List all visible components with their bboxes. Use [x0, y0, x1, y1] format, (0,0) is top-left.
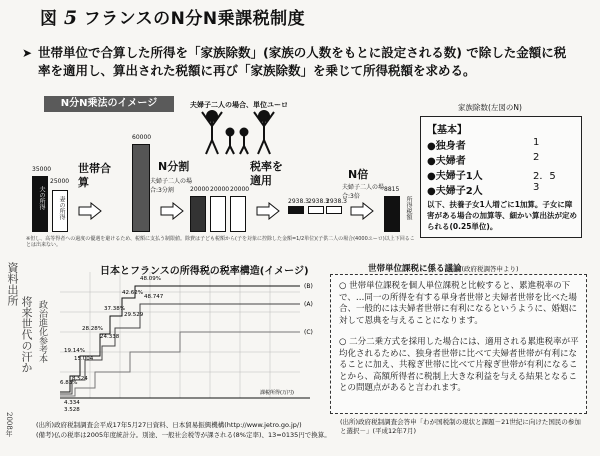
tax-value: 2938.3 — [308, 198, 329, 205]
intro-text: ➤ 世帯単位で合算した所得を「家族除数」(家族の人数をもとに設定される数) で除した金額に税率を適用し、算出された税額に再び「家族除数」を乗じて所得税額を求める。 — [22, 45, 567, 78]
step-merge-label: 世帯合算 — [78, 162, 111, 189]
handwritten-note: 資料出所 — [6, 262, 19, 306]
final-tax-bar — [384, 196, 400, 232]
tax-value: 2938.3 — [326, 198, 347, 205]
right-panel-box — [330, 274, 587, 414]
chart-data-label: 3.528 — [64, 407, 80, 412]
total-income-value: 60000 — [132, 134, 152, 141]
arrow-right-icon — [350, 202, 374, 220]
arrow-right-icon — [78, 202, 102, 220]
divisor-row-label: ●独身者 — [427, 141, 466, 152]
tax-rate-chart — [60, 272, 328, 412]
divisor-row-value: 3 — [533, 182, 540, 193]
chart-data-label: 42.62% — [122, 290, 143, 296]
tax-bar — [288, 206, 304, 214]
step-split-note: 夫婦子二人の場合:3分割 — [150, 178, 193, 194]
tax-bar — [308, 206, 324, 214]
arrow-right-icon — [160, 202, 184, 220]
split-value: 20000 — [230, 186, 250, 193]
step-multiply-label: N倍 — [348, 168, 369, 181]
wife-income-value: 25000 — [50, 178, 70, 185]
chart-data-label: 37.38% — [104, 306, 125, 312]
chart-data-label: 24.338 — [100, 334, 120, 340]
family-label: 夫婦子二人の場合、単位ユーロ — [190, 101, 288, 109]
chart-footnote: (出所)政府税制調査会平成17年5月27日資料、日本貿易振興機構(http://www.jetro.go.jp/) — [36, 421, 302, 429]
wife-label: 妻の所得 — [58, 196, 65, 220]
chart-x-label: 課税所得(万円) — [260, 390, 294, 396]
husband-label: 夫の所得 — [38, 186, 45, 210]
chart-legend-label: (C) — [304, 329, 313, 336]
tax-value: 2938.3 — [288, 198, 309, 205]
split-value: 20000 — [210, 186, 230, 193]
step-rate-label: 税率を適用 — [250, 160, 283, 187]
divisor-box — [420, 116, 582, 238]
chart-legend-label: (A) — [304, 301, 313, 308]
right-panel-source: (出所)政府税制調査会答申「わが国税制の現状と課題－21世紀に向けた国民の参加と選択－」(平成12年7月) — [340, 418, 581, 435]
divisor-row-value: 2 — [533, 152, 540, 163]
total-income-bar — [132, 144, 150, 232]
right-panel-item: ○ 二分二乗方式を採用した場合には、適用される累進税率が平均化されるために、独身者世帯に比べて夫婦者世帯が有利になることに加え、共稼ぎ世帯に比べて片稼ぎ世帯が有利になることから、高額所得者に税制上大きな利益を与える結果となることの問題点があると言われます。 — [339, 337, 579, 393]
split-bar — [210, 196, 226, 232]
diagram-note: ※但し、高等得者への過度の優遇を避けるため、税額に支払う制限値。除費は子ども税額から(子を対象に控除した金額=1/2単位)(子供二人の場合(4000ユーロ)以上下回ることは出来ない。 — [26, 236, 415, 248]
divisor-row-value: 1 — [533, 137, 540, 148]
handwritten-note: 政治進化参考本 — [37, 300, 47, 363]
chart-data-label: 48.09% — [140, 276, 161, 282]
divisor-row-value: 2．5 — [533, 171, 556, 182]
split-value: 20000 — [190, 186, 210, 193]
chart-footnote: (備考)仏の税率は2005年度統計分。別途、一般社会税等が課される(8%定率)、13=0135円で換算。 — [36, 431, 331, 439]
divisor-row-label: ●夫婦者 — [427, 156, 466, 167]
handwritten-note: 将来世代の汗か — [20, 296, 33, 373]
step-split-label: N分割 — [158, 160, 190, 173]
split-bar — [230, 196, 246, 232]
chart-data-label: 15.004 — [74, 356, 94, 362]
diagram-title: N分N乗法のイメージ — [44, 96, 174, 112]
divisor-caption: 家族除数(左図のN) — [458, 103, 522, 112]
arrow-right-icon — [256, 202, 280, 220]
divisor-header: 【基本】 — [427, 125, 467, 136]
chart-data-label: 8.524 — [72, 376, 88, 382]
husband-income-value: 35000 — [32, 166, 52, 173]
family-figures-icon — [200, 110, 280, 158]
handwritten-date: 2008年 — [5, 412, 13, 437]
chart-data-label: 48.747 — [144, 294, 164, 300]
chart-title: 日本とフランスの所得税の税率構造(イメージ) — [100, 266, 309, 277]
chart-legend-label: (B) — [304, 283, 313, 290]
tax-bar — [326, 206, 342, 214]
divisor-row-label: ●夫婦子1人 — [427, 171, 483, 182]
final-tax-value: 8815 — [384, 186, 400, 193]
chart-data-label: 4.334 — [64, 400, 80, 406]
split-bar — [190, 196, 206, 232]
bullet-arrow-icon: ➤ — [22, 46, 33, 60]
final-tax-label: 所得税額 — [405, 196, 412, 220]
chart-data-label: 19.14% — [64, 348, 85, 354]
chart-data-label: 29.529 — [124, 312, 144, 318]
step-multiply-note: 夫婦子二人の場合:3倍 — [342, 184, 385, 200]
divisor-note: 以下、扶養子女1人増ごに1加算。子女に障害がある場合の加算等、細かい算出法が定められる(0.25単位)。 — [427, 200, 577, 231]
right-panel-title: 世帯単位課税に係る議論(政府税調答申より) — [368, 264, 519, 274]
page-title: 図 5 フランスのN分N乗課税制度 — [40, 7, 306, 29]
divisor-row-label: ●夫婦子2人 — [427, 186, 483, 197]
chart-data-label: 28.28% — [82, 326, 103, 332]
chart-data-label: 6.83% — [60, 380, 78, 386]
right-panel-item: ○ 世帯単位課税を個人単位課税と比較すると、累進税率の下で、…同一の所得を有する単身者世帯と夫婦者世帯を比べた場合、一般的には夫婦者世帯に有利になるというように、婚姻に対して恩典を与えることになります。 — [339, 281, 578, 326]
